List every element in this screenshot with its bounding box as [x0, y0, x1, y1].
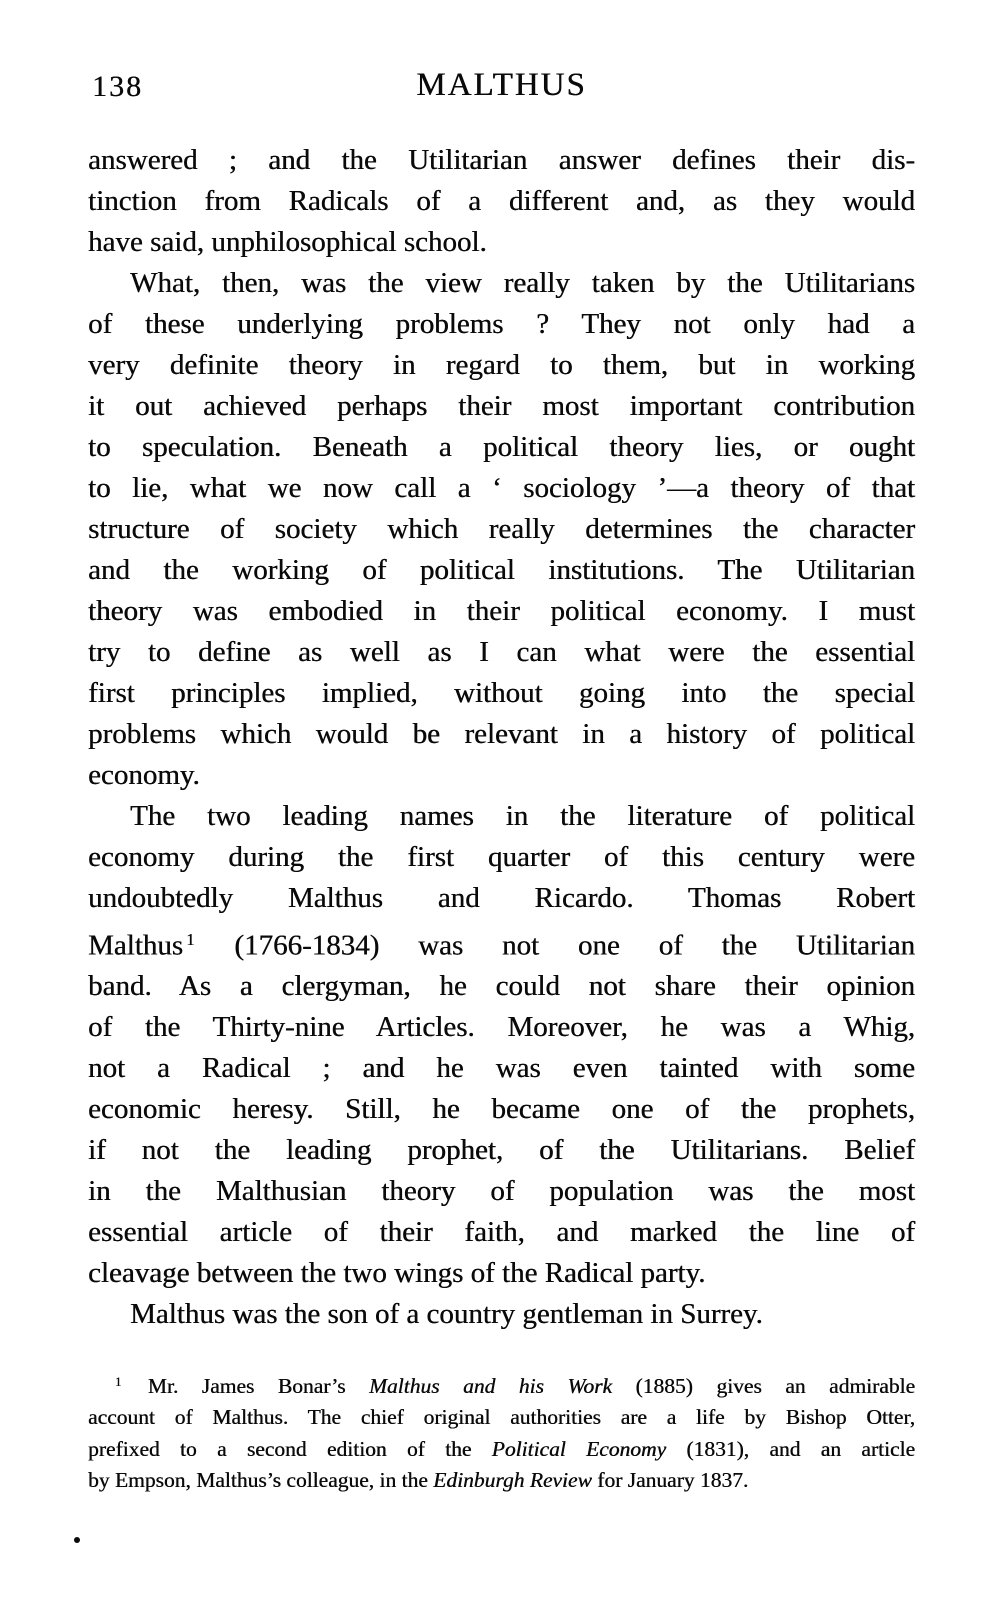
text-line: tinction from Radicals of a different and, as they would [88, 185, 915, 217]
text-line: problems which would be relevant in a history of political [88, 718, 915, 750]
text-line: structure of society which really determines the character [88, 513, 915, 545]
text-line: The two leading names in the literature of political [130, 800, 915, 832]
text-line: and the working of political institutions. The Utilitarian [88, 554, 915, 586]
footnote [88, 1367, 915, 1497]
text-line: of the Thirty-nine Articles. Moreover, he was a Whig, [88, 1011, 915, 1044]
text-line: Malthus was the son of a country gentleman in Surrey. [130, 1298, 763, 1331]
text-line: if not the leading prophet, of the Utilitarians. Belief [88, 1134, 915, 1167]
ink-dot-artifact [74, 1537, 80, 1543]
text-line: in the Malthusian theory of population was the most [88, 1175, 915, 1208]
text-line: first principles implied, without going into the special [88, 677, 915, 709]
text-line: of these underlying problems ? They not only had a [88, 308, 915, 340]
text-line: undoubtedly Malthus and Ricardo. Thomas Robert [88, 882, 915, 914]
paragraph [88, 263, 915, 796]
paragraph [88, 796, 915, 1294]
text-line: economy. [88, 759, 200, 791]
running-head: MALTHUS [416, 67, 587, 103]
text-line: cleavage between the two wings of the Radical party. [88, 1257, 706, 1290]
text-line: economy during the first quarter of this century were [88, 841, 915, 873]
text-line: very definite theory in regard to them, but in working [88, 349, 915, 381]
text-line: it out achieved perhaps their most important contribution [88, 390, 915, 422]
text-line: to lie, what we now call a ‘ sociology ’—a theory of that [88, 472, 915, 504]
footnote-marker: 1 [115, 1375, 122, 1389]
text-line: to speculation. Beneath a political theory lies, or ought [88, 431, 915, 463]
text-line: by Empson, Malthus’s colleague, in the Edinburgh Review for January 1837. [88, 1468, 749, 1493]
text-line: Malthus $^1$ (1766-1834) was not one of the Utilitarian [88, 929, 915, 962]
text-line: account of Malthus. The chief original authorities are a life by Bishop Otter, [88, 1405, 915, 1430]
text-line: band. As a clergyman, he could not share their opinion [88, 970, 915, 1003]
footnote-marker: 1 [186, 930, 195, 949]
text-line: prefixed to a second edition of the Political Economy (1831), and an article [88, 1436, 915, 1461]
text-line: not a Radical ; and he was even tainted with some [88, 1052, 915, 1085]
text-line: economic heresy. Still, he became one of the prophets, [88, 1093, 915, 1126]
text-line: try to define as well as I can what were the essential [88, 636, 915, 668]
text-line: $^1$ Mr. James Bonar’s Malthus and his Work (1885) gives an admirable [115, 1373, 915, 1398]
paragraph [88, 1294, 915, 1335]
text-line: have said, unphilosophical school. [88, 226, 487, 258]
text-line: theory was embodied in their political economy. I must [88, 595, 915, 627]
text-line: What, then, was the view really taken by the Utilitarians [130, 267, 915, 299]
text-line: essential article of their faith, and marked the line of [88, 1216, 915, 1249]
paragraph [88, 140, 915, 263]
text-line: answered ; and the Utilitarian answer defines their dis- [88, 144, 915, 176]
body-text [88, 140, 915, 1335]
page-number: 138 [92, 70, 143, 103]
